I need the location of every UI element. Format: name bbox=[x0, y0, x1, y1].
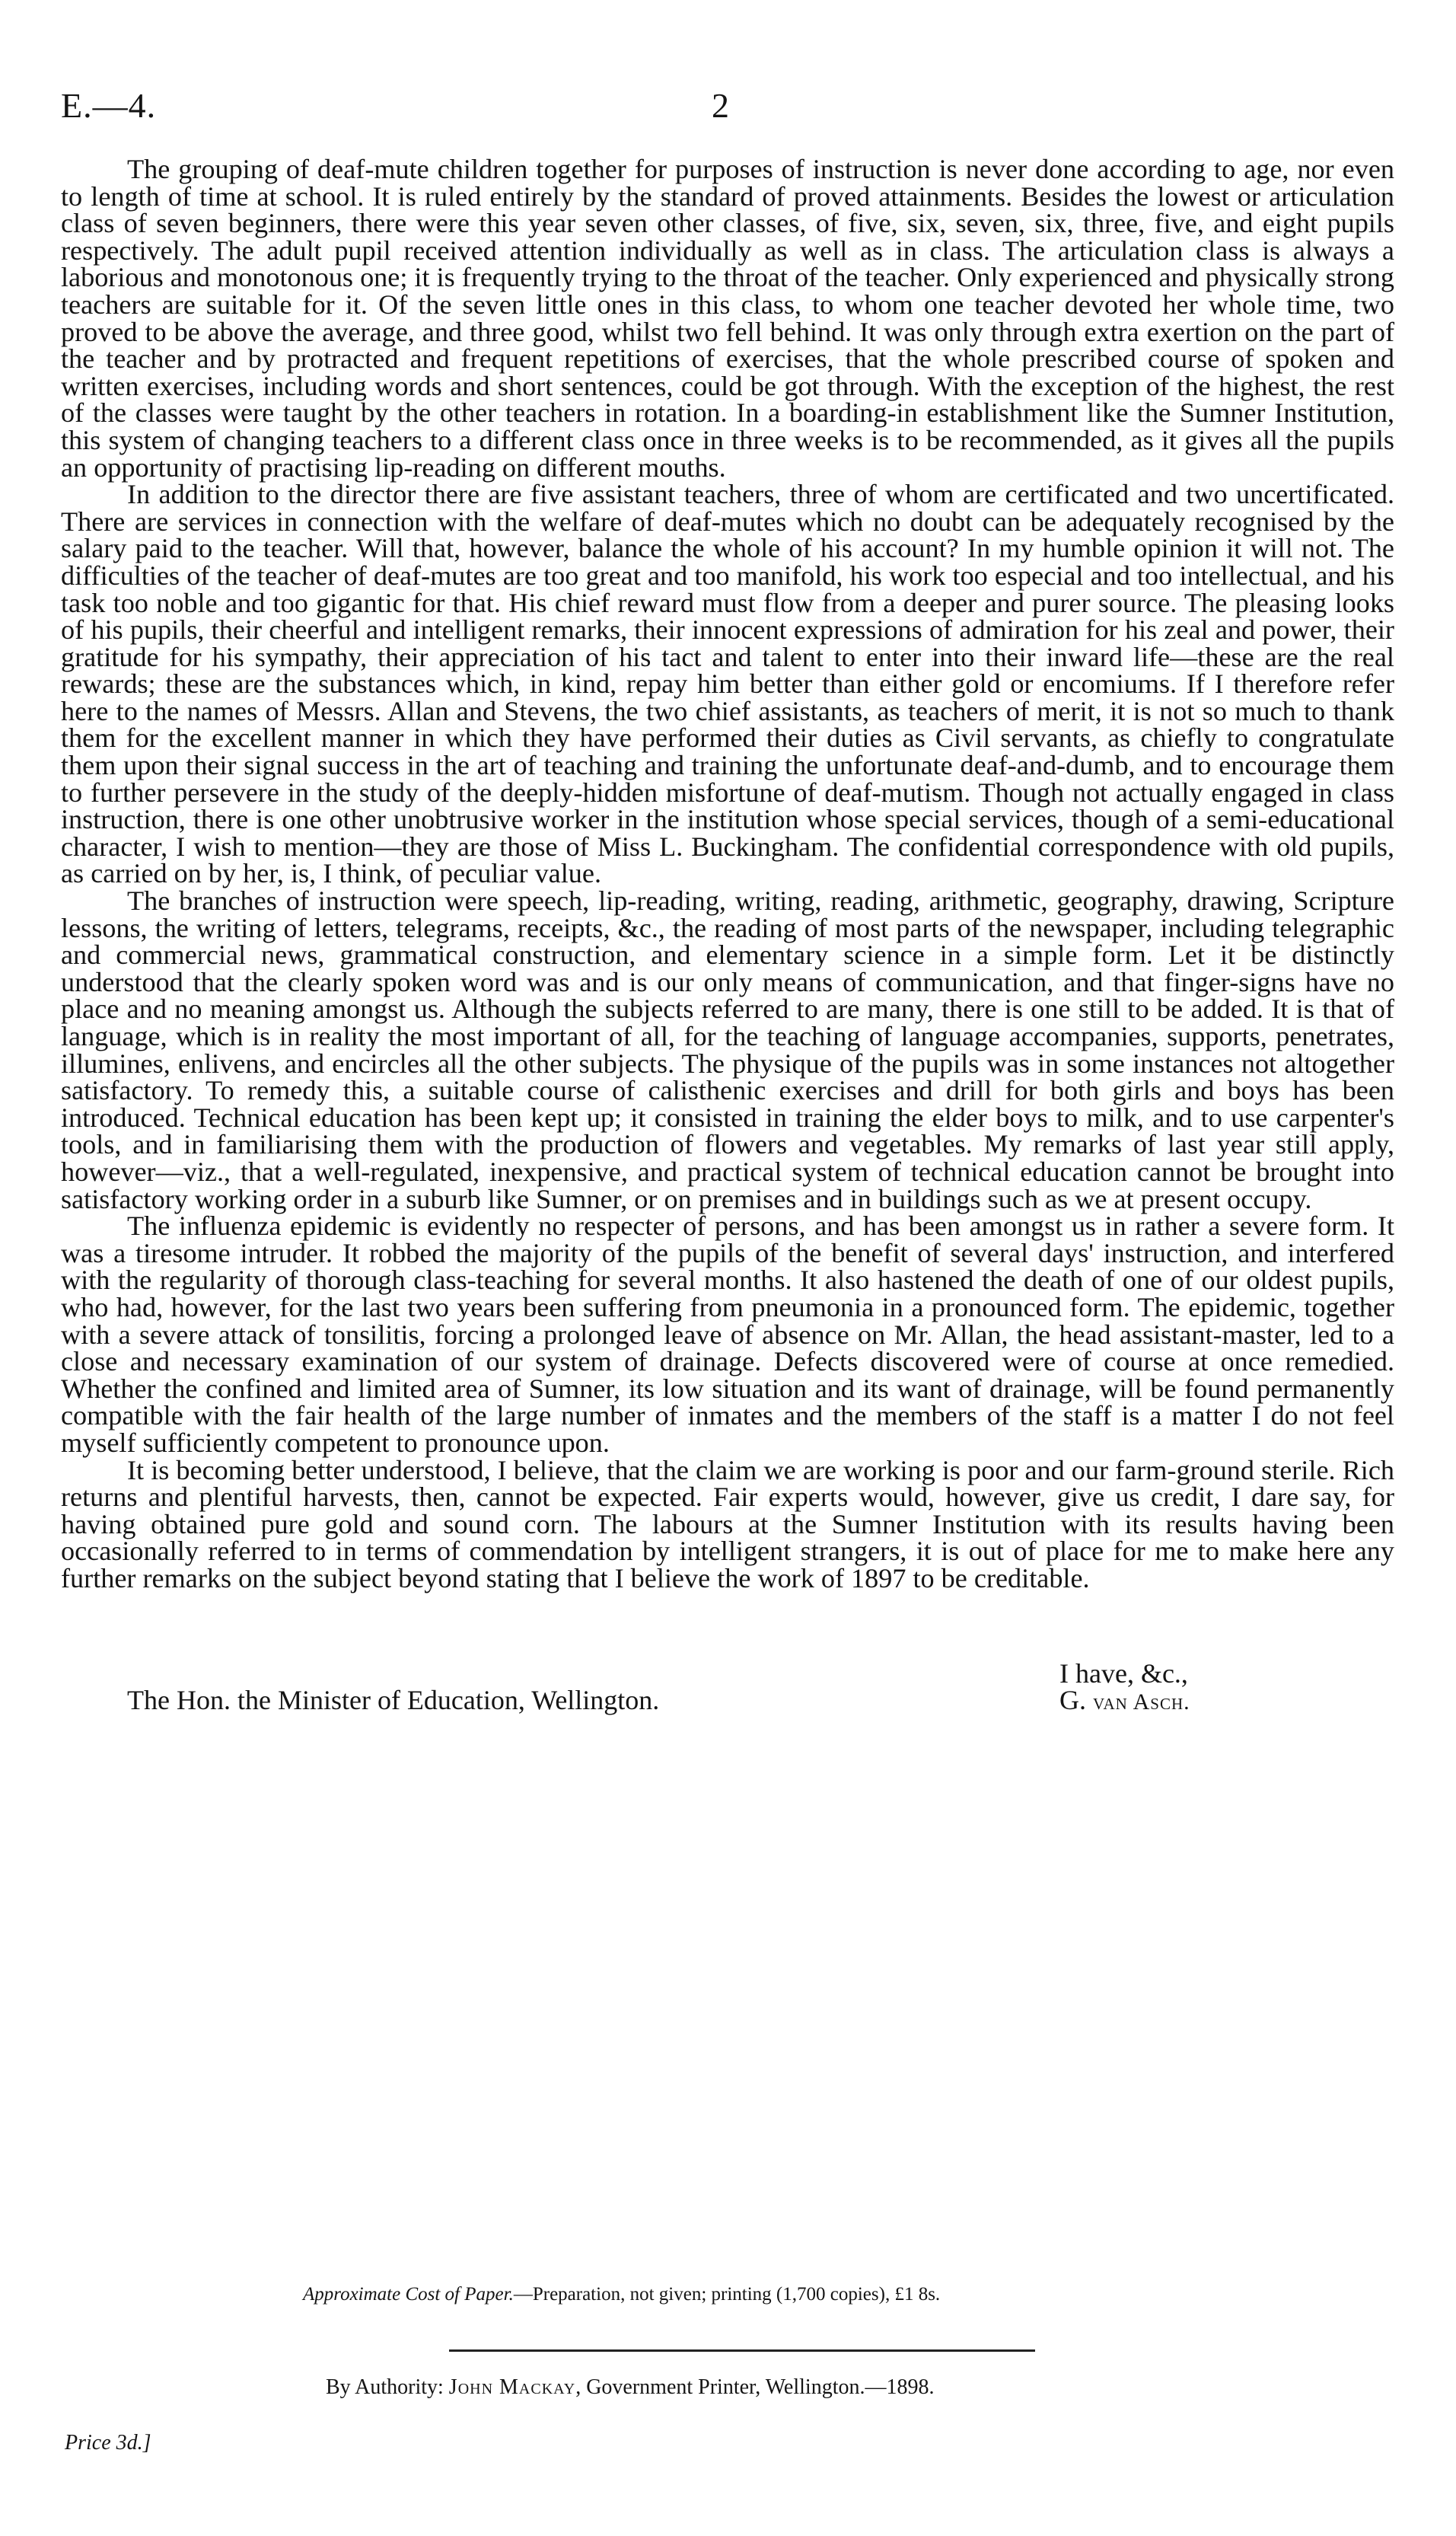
paragraph-teachers: In addition to the director there are five assistant teachers, three of whom are certificated and two uncertificated. There are services in connection with the welfare of deaf-mutes which no doubt can be adequately recognised by the salary paid to the teacher. Will that, however, balance the whole of his account? In my humble opinion it will not. The difficulties of the teacher of deaf-mutes are too great and too manifold, his work too especial and too intellectual, and his task too noble and too gigantic for that. His chief reward must flow from a deeper and purer source. The pleasing looks of his pupils, their cheerful and intelligent remarks, their innocent expressions of admiration for his zeal and power, their gratitude for his sympathy, their appreciation of his tact and talent to enter into their inward life—these are the real rewards; these are the substances which, in kind, repay him better than either gold or encomiums. If I therefore refer here to the names of Messrs. Allan and Stevens, the two chief assistants, as teachers of merit, it is not so much to thank them for the excellent manner in which they have performed their duties as Civil servants, as chiefly to congratulate them upon their signal success in the art of teaching and training the unfortunate deaf-and-dumb, and to encourage them to further persevere in the study of the deeply-hidden misfortune of deaf-mutism. Though not actually engaged in class instruction, there is one other unobtrusive worker in the institution whose special services, though of a semi-educational character, I wish to mention—they are those of Miss L. Buckingham. The confidential correspondence with old pupils, as carried on by her, is, I think, of peculiar value. bbox=[61, 479, 1394, 889]
footer-divider bbox=[449, 2349, 1035, 2352]
cost-of-paper-note bbox=[303, 2284, 940, 2305]
letter-addressee: The Hon. the Minister of Education, Wellington. bbox=[127, 1685, 660, 1715]
paragraph-grouping: The grouping of deaf-mute children together for purposes of instruction is never done according to age, nor even to length of time at school. It is ruled entirely by the standard of proved attainments. Besides the lowest or articulation class of seven beginners, there were this year seven other classes, of five, six, seven, six, three, five, and eight pupils respectively. The adult pupil received attention individually as well as in class. The articulation class is always a laborious and monotonous one; it is frequently trying to the throat of the teacher. Only experienced and physically strong teachers are suitable for it. Of the seven little ones in this class, to whom one teacher devoted her whole time, two proved to be above the average, and three good, whilst two fell behind. It was only through extra exertion on the part of the teacher and by protracted and frequent repetitions of exercises, that the whole prescribed course of spoken and written exercises, including words and short sentences, could be got through. With the exception of the highest, the rest of the classes were taught by the other teachers in rotation. In a boarding-in establishment like the Sumner Institution, this system of changing teachers to a different class once in three weeks is to be recommended, as it gives all the pupils an opportunity of practising lip-reading on different mouths. bbox=[61, 154, 1394, 483]
cost-label: Approximate Cost of Paper. bbox=[303, 2284, 514, 2305]
paragraph-instruction: The branches of instruction were speech, lip-reading, writing, reading, arithmetic, geography, drawing, Scripture lessons, the writing of letters, telegrams, receipts, &c., the reading of most parts of the newspaper, including telegraphic and commercial news, grammatical construction, and elementary science in a simple form. Let it be distinctly understood that the clearly spoken word was and is our only means of communication, and that finger-signs have no place and no meaning amongst us. Although the subjects referred to are many, there is one still to be added. It is that of language, which is in reality the most important of all, for the teaching of language accompanies, supports, penetrates, illumines, enlivens, and encircles all the other subjects. The physique of the pupils was in some instances not altogether satisfactory. To remedy this, a suitable course of calisthenic exercises and drill for both girls and boys has been introduced. Technical education has been kept up; it consisted in training the elder boys to milk, and to use carpenter's tools, and in familiarising them with the production of flowers and vegetables. My remarks of last year still apply, however—viz., that a well-regulated, inexpensive, and practical system of technical education cannot be brought into satisfactory working order in a suburb like Sumner, or on premises and in buildings such as we at present occupy. bbox=[61, 885, 1394, 1214]
printer-name: John Mackay bbox=[448, 2375, 576, 2399]
report-reference: E.—4. bbox=[61, 86, 157, 125]
price-label: Price 3d.] bbox=[65, 2431, 151, 2455]
letter-closing: I have, &c., bbox=[1059, 1658, 1188, 1689]
authority-prefix: By Authority: bbox=[326, 2375, 444, 2399]
printer-suffix: , Government Printer, Wellington.—1898. bbox=[575, 2375, 935, 2399]
report-body bbox=[61, 156, 1394, 1592]
signature-surname: van Asch. bbox=[1093, 1689, 1190, 1715]
cost-detail: —Preparation, not given; printing (1,700 copies), £1 8s. bbox=[513, 2284, 941, 2305]
signature-initial: G. bbox=[1059, 1685, 1086, 1715]
paragraph-influenza: The influenza epidemic is evidently no respecter of persons, and has been amongst us in rather a severe form. It was a tiresome intruder. It robbed the majority of the pupils of the benefit of several days' instruction, and interfered with the regularity of thorough class-teaching for several months. It also hastened the death of one of our oldest pupils, who had, however, for the last two years been suffering from pneumonia in a pronounced form. The epidemic, together with a severe attack of tonsilitis, forcing a prolonged leave of absence on Mr. Allan, the head assistant-master, led to a close and necessary examination of our system of drainage. Defects discovered were of course at once remedied. Whether the confined and limited area of Sumner, its low situation and its want of drainage, will be found permanently compatible with the fair health of the large number of inmates and the members of the staff is a matter I do not feel myself sufficiently competent to pronounce upon. bbox=[61, 1211, 1394, 1458]
printer-imprint bbox=[326, 2375, 934, 2400]
signature bbox=[1059, 1684, 1190, 1716]
paragraph-conclusion: It is becoming better understood, I believe, that the claim we are working is poor and our farm-ground sterile. Rich returns and plentiful harvests, then, cannot be expected. Fair experts would, however, give us credit, I dare say, for having obtained pure gold and sound corn. The labours at the Sumner Institution with its results having been occasionally referred to in terms of commendation by intelligent strangers, it is out of place for me to make here any further remarks on the subject beyond stating that I believe the work of 1897 to be creditable. bbox=[61, 1454, 1394, 1593]
page-number: 2 bbox=[712, 86, 729, 125]
